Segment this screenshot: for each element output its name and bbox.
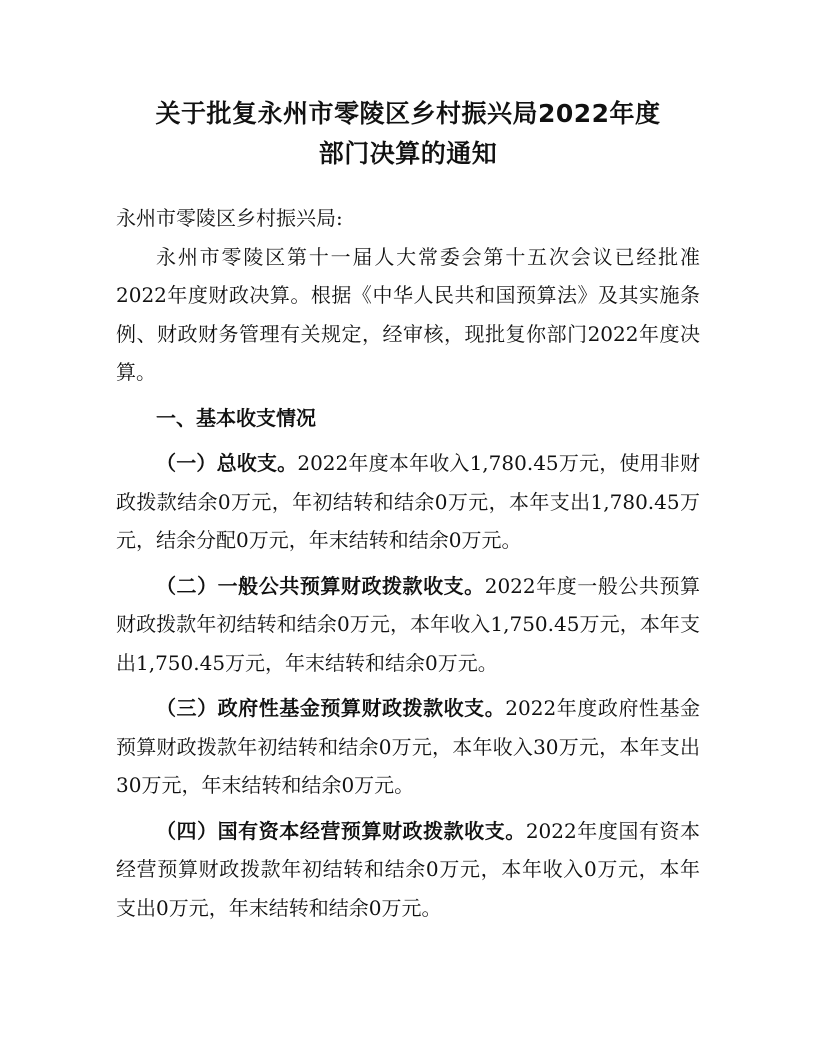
- salutation: 永州市零陵区乡村振兴局:: [116, 206, 343, 230]
- paragraph-lead: （三）政府性基金预算财政拨款收支。: [156, 696, 506, 720]
- paragraph-text: 2022年度国有资本经营预算财政拨款年初结转和结余0万元，本年收入0万元，本年支出0万元，年末结转和结余0万元。: [116, 818, 701, 920]
- document-body: [116, 199, 700, 927]
- paragraph-text: 2022年度一般公共预算财政拨款年初结转和结余0万元，本年收入1,750.45万元，本年支出1,750.45万元，年末结转和结余0万元。: [116, 573, 700, 675]
- paragraph-total: [116, 444, 700, 560]
- paragraph-lead: （二）一般公共预算财政拨款收支。: [156, 573, 485, 598]
- paragraph-lead: （一）总收支。: [156, 451, 298, 475]
- paragraph-government-fund: [116, 689, 700, 805]
- paragraph-lead: （四）国有资本经营预算财政拨款收支。: [156, 818, 526, 843]
- document-title-line1: 关于批复永州市零陵区乡村振兴局2022年度: [155, 99, 661, 128]
- paragraph-general-budget: [116, 567, 700, 683]
- paragraph-state-capital: [116, 812, 700, 928]
- document-title-line2: 部门决算的通知: [318, 139, 498, 168]
- paragraph-text: 2022年度本年收入1,780.45万元，使用非财政拨款结余0万元，年初结转和结余0万元，本年支出1,780.45万元，结余分配0万元，年末结转和结余0万元。: [116, 451, 700, 552]
- paragraph-text: 2022年度政府性基金预算财政拨款年初结转和结余0万元，本年收入30万元，本年支出30万元，年末结转和结余0万元。: [116, 696, 700, 797]
- intro-paragraph: 永州市零陵区第十一届人大常委会第十五次会议已经批准2022年度财政决算。根据《中华人民共和国预算法》及其实施条例、财政财务管理有关规定，经审核，现批复你部门2022年度决算。: [116, 244, 700, 384]
- section-heading-basic: 一、基本收支情况: [156, 405, 316, 430]
